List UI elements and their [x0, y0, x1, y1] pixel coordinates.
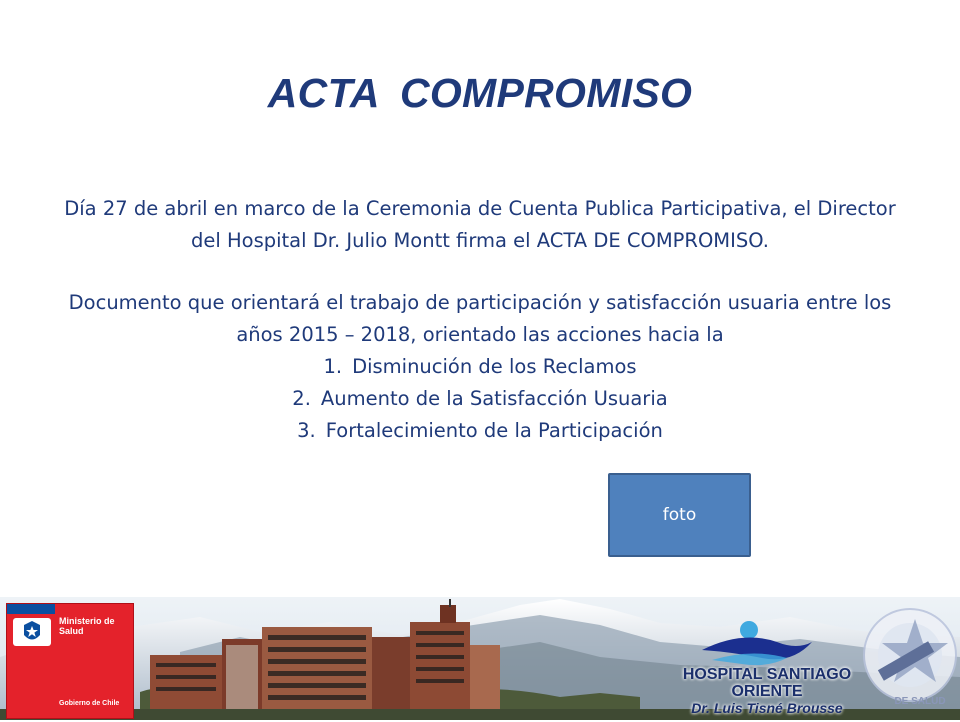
list-item: [60, 383, 900, 415]
acreditado-seal: [855, 603, 960, 718]
ministerio-name: Ministerio de Salud: [59, 616, 115, 636]
slide-title: ACTA COMPROMISO: [267, 70, 693, 116]
hospital-logo: [672, 620, 862, 718]
hospital-wave-icon: [672, 620, 862, 670]
list-text: Disminución de los Reclamos: [352, 355, 637, 378]
list-text: Aumento de la Satisfacción Usuaria: [320, 387, 668, 410]
hospital-name: HOSPITAL SANTIAGO ORIENTE: [682, 666, 852, 700]
flag-blue-bar: [7, 604, 55, 614]
coat-of-arms-icon: [13, 618, 51, 646]
spacer: [60, 257, 900, 287]
foto-button[interactable]: foto: [608, 473, 751, 557]
paragraph-document: Documento que orientará el trabajo de participación y satisfacción usuaria entre los años 2015 – 2018, orientado las acciones hacia la: [68, 291, 892, 346]
objectives-list: [60, 351, 900, 447]
paragraph-ceremony: Día 27 de abril en marco de la Ceremonia de Cuenta Publica Participativa, el Director del Hospital Dr. Julio Montt firma el ACTA DE COMPROMISO.: [64, 197, 896, 252]
gobierno-name: Gobierno de Chile: [59, 700, 120, 707]
ministerio-salud-logo: [6, 603, 134, 719]
list-item: [60, 351, 900, 383]
slide-body: [60, 193, 900, 447]
list-number: 1.: [323, 355, 343, 378]
list-number: 3.: [297, 419, 316, 442]
hospital-doctor-name: Dr. Luis Tisné Brousse: [691, 700, 843, 716]
list-number: 2.: [292, 387, 311, 410]
list-text: Fortalecimiento de la Participación: [325, 419, 663, 442]
seal-bottom-text: DE SALUD: [894, 696, 946, 707]
list-item: [60, 415, 900, 447]
